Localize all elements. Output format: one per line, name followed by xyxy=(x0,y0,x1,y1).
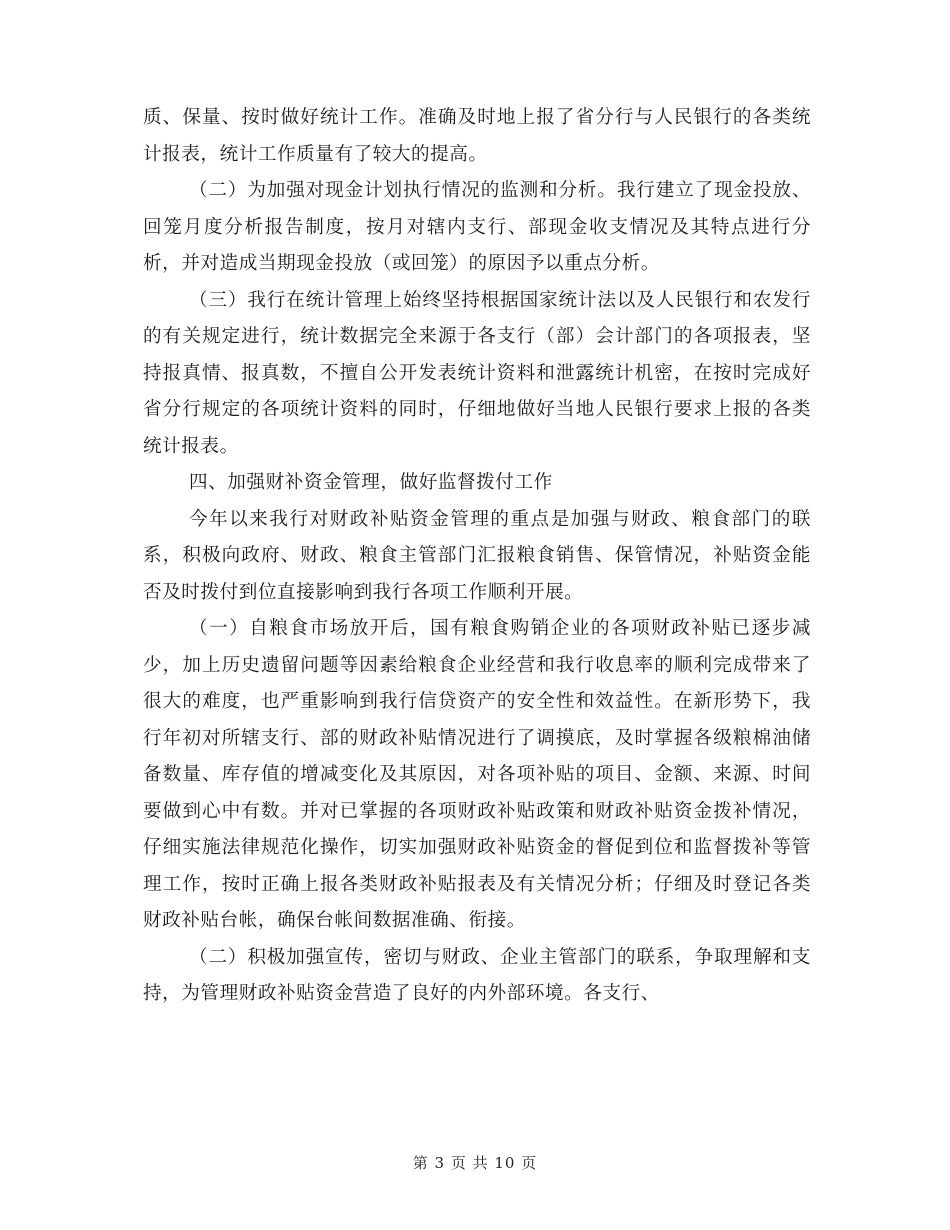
paragraph-cash-analysis: （二）为加强对现金计划执行情况的监测和分析。我行建立了现金投放、回笼月度分析报告制度，按月对辖内支行、部现金收支情况及其特点进行分析，并对造成当期现金投放（或回笼）的原因予以重点分析。 xyxy=(143,180,811,274)
paragraph-subsidy-item-2: （二）积极加强宣传，密切与财政、企业主管部门的联系，争取理解和支持，为管理财政补贴资金营造了良好的内外部环境。各支行、 xyxy=(143,946,811,1004)
paragraph-statistics-management: （三）我行在统计管理上始终坚持根据国家统计法以及人民银行和农发行的有关规定进行，统计数据完全来源于各支行（部）会计部门的各项报表，坚持报真情、报真数，不擅自公开发表统计资料和泄露统计机密，在按时完成好省分行规定的各项统计资料的同时，仔细地做好当地人民银行要求上报的各类统计报表。 xyxy=(143,289,811,457)
paragraph-subsidy-item-1: （一）自粮食市场放开后，国有粮食购销企业的各项财政补贴已逐步减少，加上历史遗留问题等因素给粮食企业经营和我行收息率的顺利完成带来了很大的难度，也严重影响到我行信贷资产的安全性和效益性。在新形势下，我行年初对所辖支行、部的财政补贴情况进行了调摸底，及时掌握各级粮棉油储备数量、库存值的增减变化及其原因，对各项补贴的项目、金额、来源、时间要做到心中有数。并对已掌握的各项财政补贴政策和财政补贴资金拨补情况，仔细实施法律规范化操作，切实加强财政补贴资金的督促到位和监督拨补等管理工作，按时正确上报各类财政补贴报表及有关情况分析；仔细及时登记各类财政补贴台帐，确保台帐间数据准确、衔接。 xyxy=(143,618,811,931)
paragraph-subsidy-intro: 今年以来我行对财政补贴资金管理的重点是加强与财政、粮食部门的联系，积极向政府、财政、粮食主管部门汇报粮食销售、保管情况，补贴资金能否及时拨付到位直接影响到我行各项工作顺利开展。 xyxy=(143,508,811,603)
page-number-footer: 第 3 页 共 10 页 xyxy=(412,1154,538,1172)
section-heading-subsidy: 四、加强财补资金管理，做好监督拨付工作 xyxy=(189,472,553,493)
document-body xyxy=(143,100,811,1013)
paragraph-continuation: 质、保量、按时做好统计工作。准确及时地上报了省分行与人民银行的各类统计报表，统计工作质量有了较大的提高。 xyxy=(143,107,811,165)
